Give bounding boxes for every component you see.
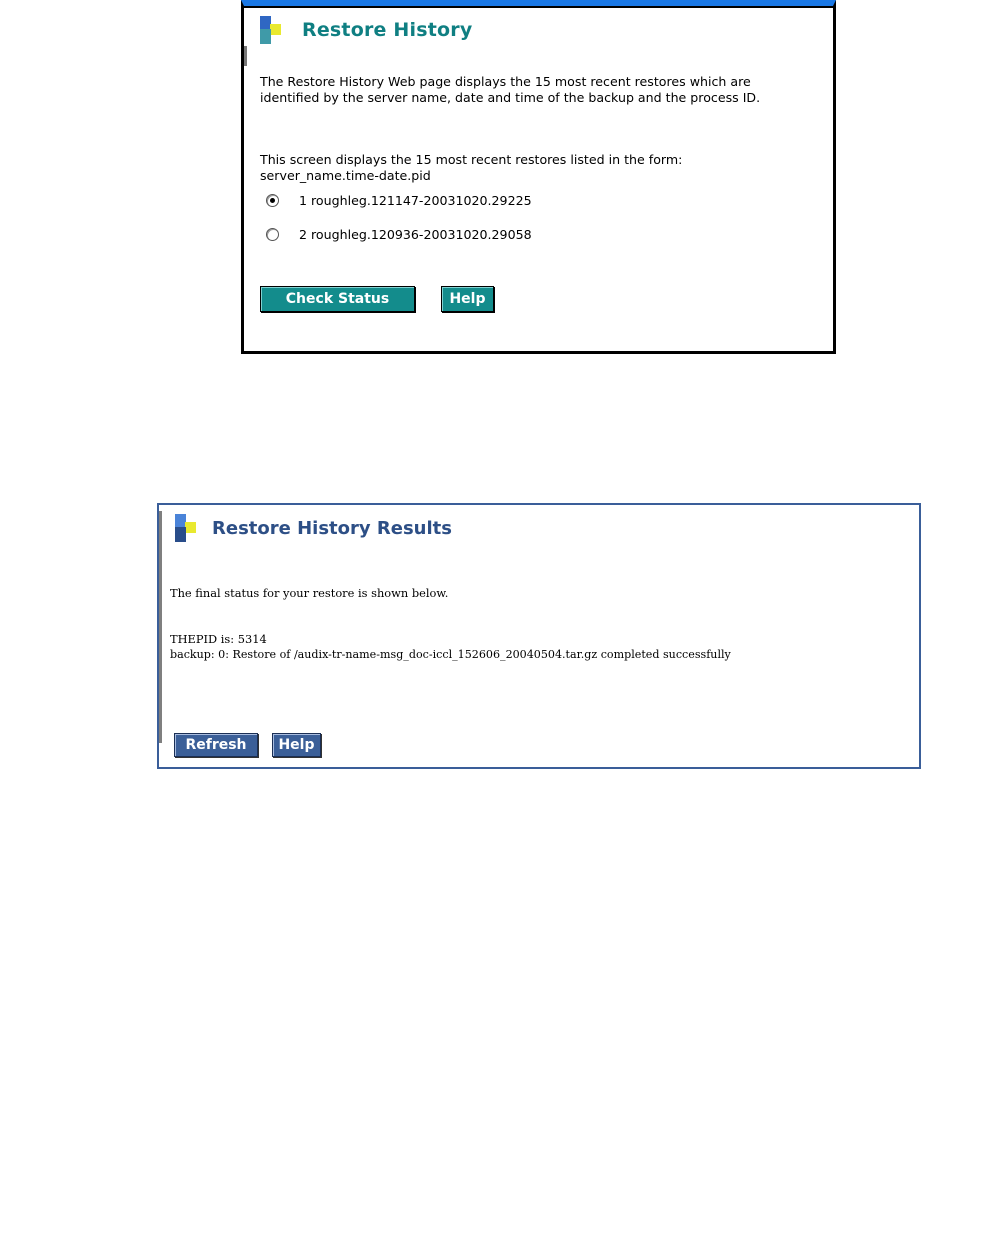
page-title: Restore History <box>302 19 473 41</box>
page-description: The Restore History Web page displays the 15 most recent restores which are identified by the server name, date and time of the backup and the process ID. <box>260 74 761 105</box>
restore-option-label: 2 roughleg.120936-20031020.29058 <box>299 227 532 242</box>
restore-option-label: 1 roughleg.121147-20031020.29225 <box>299 193 532 208</box>
app-logo-icon <box>175 514 201 544</box>
list-format: server_name.time-date.pid <box>260 168 431 183</box>
pid-line: THEPID is: 5314 <box>170 632 267 646</box>
radio-selected-icon[interactable] <box>266 194 279 207</box>
panel-edge-mark <box>244 46 247 66</box>
check-status-button[interactable]: Check Status <box>260 286 415 312</box>
status-intro: The final status for your restore is shown below. <box>170 586 449 600</box>
restore-results-panel <box>157 503 921 769</box>
restore-option-1[interactable] <box>266 193 532 208</box>
restore-history-panel <box>241 0 836 354</box>
refresh-button[interactable]: Refresh <box>174 733 258 757</box>
results-title: Restore History Results <box>212 518 452 539</box>
list-intro <box>260 152 800 184</box>
restore-option-2[interactable] <box>266 227 532 242</box>
list-intro-line: This screen displays the 15 most recent restores listed in the form: <box>260 152 683 167</box>
panel-edge-bar <box>159 511 162 743</box>
backup-status-line: backup: 0: Restore of /audix-tr-name-msg_doc-iccl_152606_20040504.tar.gz completed successfully <box>170 648 731 661</box>
help-button[interactable]: Help <box>441 286 494 312</box>
help-button[interactable]: Help <box>272 733 321 757</box>
radio-unselected-icon[interactable] <box>266 228 279 241</box>
app-logo-icon <box>260 16 286 48</box>
